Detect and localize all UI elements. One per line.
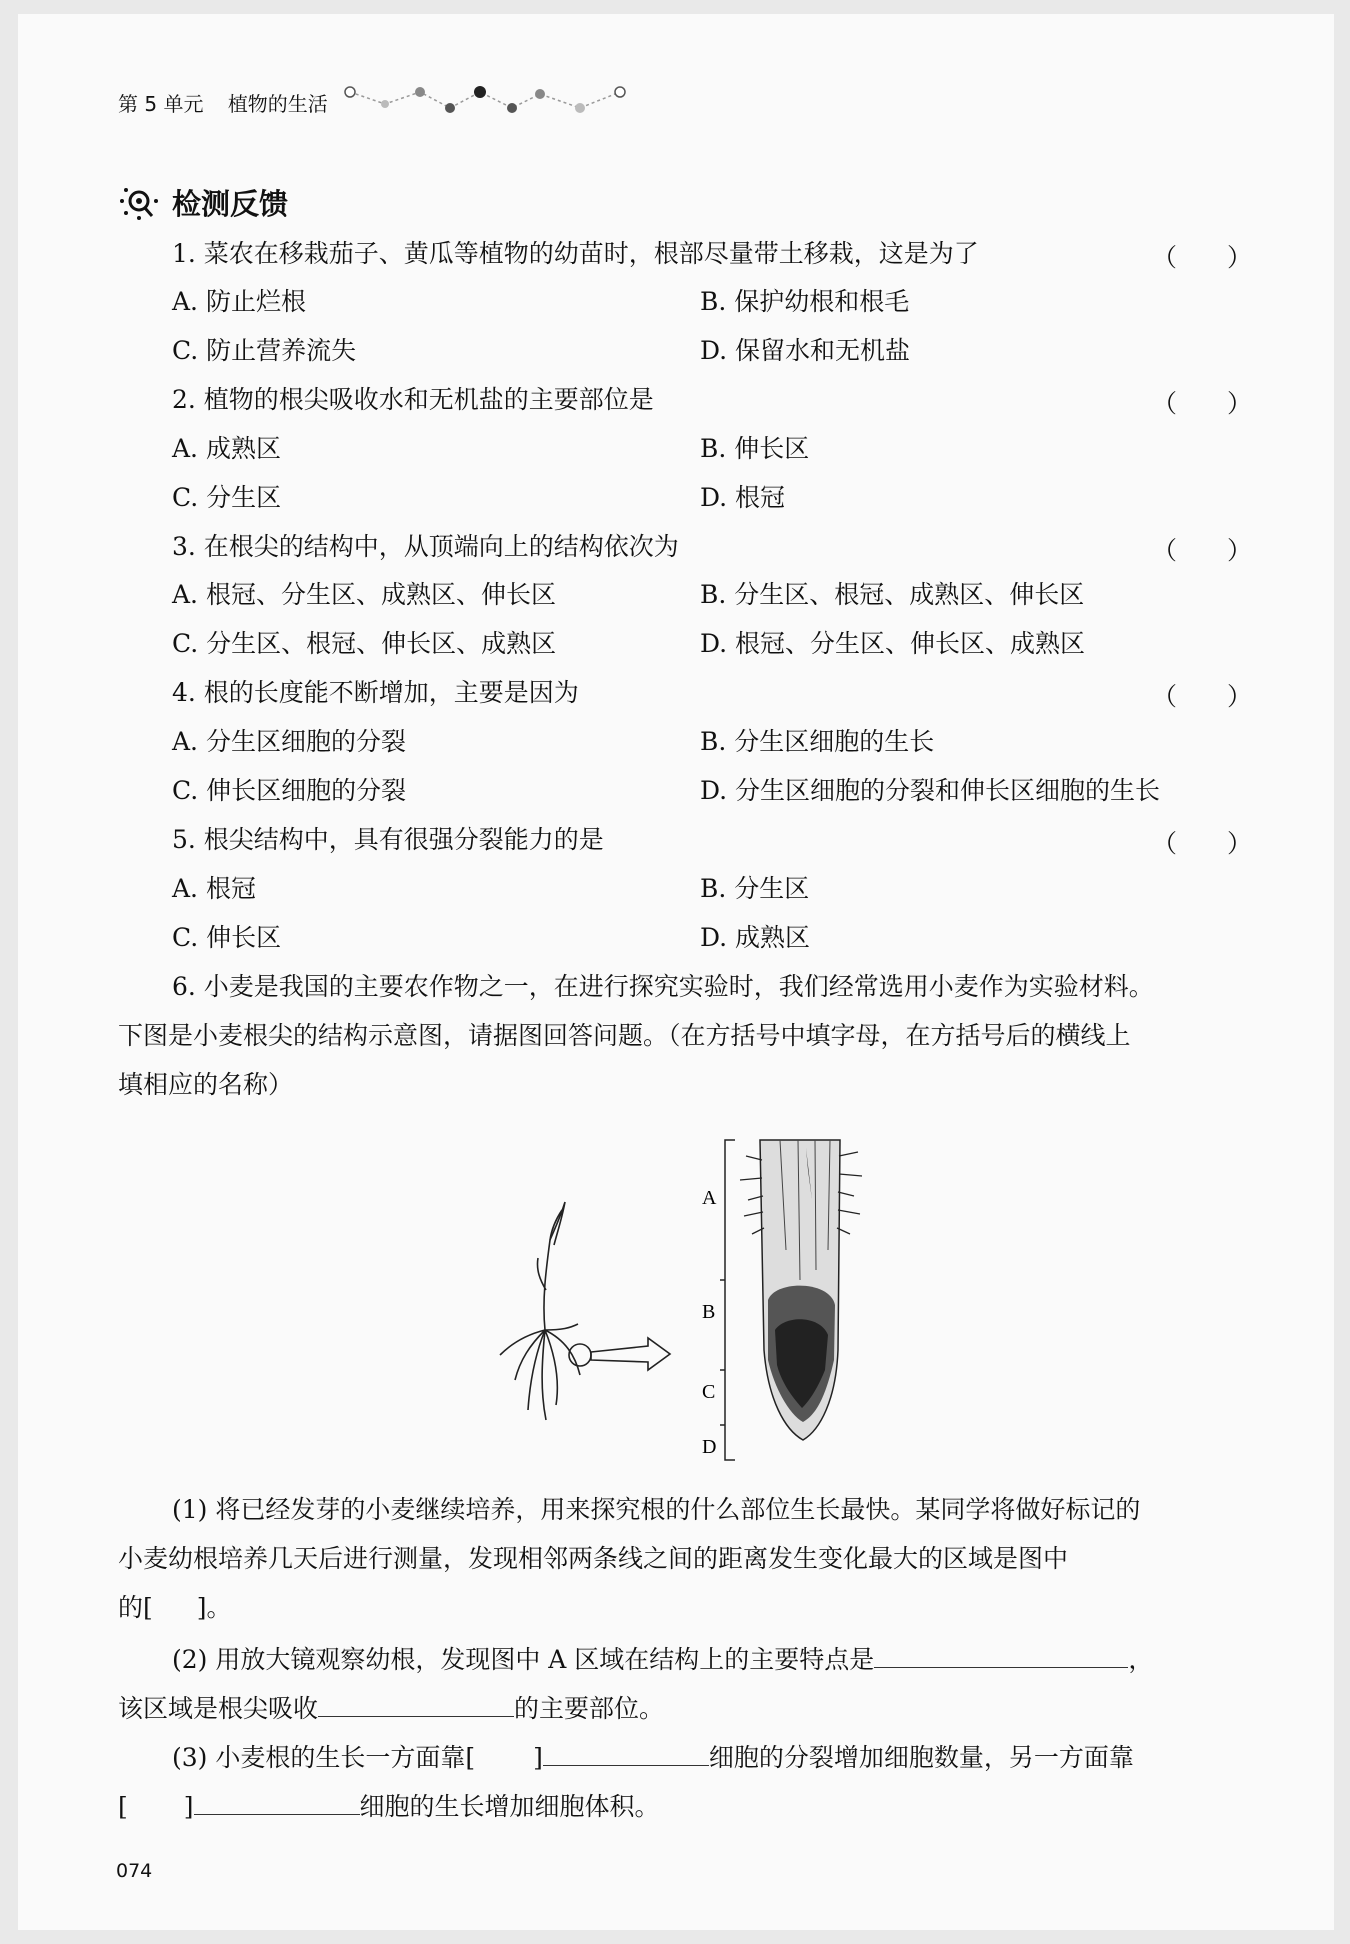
question-5-stem: 5. 根尖结构中，具有很强分裂能力的是 <box>172 825 604 854</box>
option: A. 分生区细胞的分裂 <box>172 727 406 756</box>
option: B. 分生区、根冠、成熟区、伸长区 <box>700 580 1085 609</box>
option: D. 根冠 <box>700 483 786 512</box>
answer-blank[interactable] <box>543 1739 709 1766</box>
option: B. 伸长区 <box>700 434 810 463</box>
unit-title: 植物的生活 <box>227 92 328 116</box>
subq2-line2 <box>118 1690 664 1725</box>
question-6-stem-line1: 6. 小麦是我国的主要农作物之一，在进行探究实验时，我们经常选用小麦作为实验材料。 <box>172 972 1154 1001</box>
option: C. 防止营养流失 <box>172 336 357 365</box>
question-4-stem: 4. 根的长度能不断增加，主要是因为 <box>172 678 579 707</box>
answer-blank[interactable] <box>874 1641 1128 1668</box>
answer-blank[interactable] <box>194 1788 360 1815</box>
option: A. 防止烂根 <box>172 287 306 316</box>
answer-paren: （ ） <box>1152 389 1253 418</box>
answer-paren: （ ） <box>1152 243 1253 272</box>
bracket-open: [ <box>118 1792 128 1821</box>
section-heading <box>118 182 288 223</box>
subq3-line1 <box>172 1739 1134 1774</box>
answer-blank[interactable] <box>318 1690 514 1717</box>
option: C. 分生区 <box>172 483 282 512</box>
subq3-line2 <box>118 1788 660 1823</box>
subq2-text: 该区域是根尖吸收 <box>118 1694 319 1723</box>
magnifier-badge-icon <box>118 185 160 221</box>
option: D. 分生区细胞的分裂和伸长区细胞的生长 <box>700 776 1161 805</box>
wheat-seedling-icon <box>500 1202 591 1420</box>
option: D. 保留水和无机盐 <box>700 336 911 365</box>
label-c: C <box>702 1381 716 1403</box>
question-6-stem-line3: 填相应的名称） <box>118 1070 294 1099</box>
subq2-text: 的主要部位。 <box>514 1694 665 1723</box>
question-6-stem-line2: 下图是小麦根尖的结构示意图，请据图回答问题。（在方括号中填字母，在方括号后的横线上 <box>118 1021 1131 1050</box>
answer-paren: （ ） <box>1152 829 1253 858</box>
answer-paren: （ ） <box>1152 536 1253 565</box>
option: A. 根冠 <box>172 874 256 903</box>
label-d: D <box>702 1436 717 1458</box>
subq3-text: 细胞的生长增加细胞体积。 <box>359 1792 660 1821</box>
bracket-close: ]。 <box>196 1593 232 1622</box>
option: C. 伸长区 <box>172 923 282 952</box>
subq3-text: (3) 小麦根的生长一方面靠[ <box>172 1743 476 1772</box>
running-header <box>118 88 328 117</box>
subq3-text: 细胞的分裂增加细胞数量，另一方面靠 <box>708 1743 1134 1772</box>
subq2-line1 <box>172 1641 1153 1676</box>
label-a: A <box>702 1187 717 1209</box>
subq1-line1: (1) 将已经发芽的小麦继续培养，用来探究根的什么部位生长最快。某同学将做好标记的 <box>172 1495 1141 1524</box>
label-b: B <box>702 1301 716 1323</box>
question-2-stem: 2. 植物的根尖吸收水和无机盐的主要部位是 <box>172 385 654 414</box>
bracket-open: 的[ <box>118 1593 153 1622</box>
arrow-icon <box>591 1338 670 1370</box>
bracket-close: ] <box>533 1743 543 1772</box>
header-decoration-icon <box>340 78 630 118</box>
option: A. 成熟区 <box>172 434 281 463</box>
option: A. 根冠、分生区、成熟区、伸长区 <box>172 580 556 609</box>
option: D. 根冠、分生区、伸长区、成熟区 <box>700 629 1086 658</box>
section-title: 检测反馈 <box>172 187 289 221</box>
root-tip-diagram <box>470 1130 930 1470</box>
question-3-stem: 3. 在根尖的结构中，从顶端向上的结构依次为 <box>172 532 679 561</box>
option: B. 分生区 <box>700 874 810 903</box>
subq1-line2: 小麦幼根培养几天后进行测量，发现相邻两条线之间的距离发生变化最大的区域是图中 <box>118 1544 1069 1573</box>
root-tip-icon <box>720 1140 862 1460</box>
option: C. 伸长区细胞的分裂 <box>172 776 407 805</box>
option: B. 分生区细胞的生长 <box>700 727 935 756</box>
option: D. 成熟区 <box>700 923 811 952</box>
option: B. 保护幼根和根毛 <box>700 287 910 316</box>
page-number: 074 <box>116 1860 153 1882</box>
subq1-line3 <box>118 1592 232 1624</box>
answer-paren: （ ） <box>1152 682 1253 711</box>
subq2-text: (2) 用放大镜观察幼根，发现图中 A 区域在结构上的主要特点是 <box>172 1645 875 1674</box>
unit-label: 第 5 单元 <box>118 92 204 116</box>
subq2-comma: ， <box>1128 1645 1154 1674</box>
question-1-stem: 1. 菜农在移栽茄子、黄瓜等植物的幼苗时，根部尽量带土移栽，这是为了 <box>172 239 979 268</box>
option: C. 分生区、根冠、伸长区、成熟区 <box>172 629 557 658</box>
bracket-close: ] <box>183 1792 194 1821</box>
